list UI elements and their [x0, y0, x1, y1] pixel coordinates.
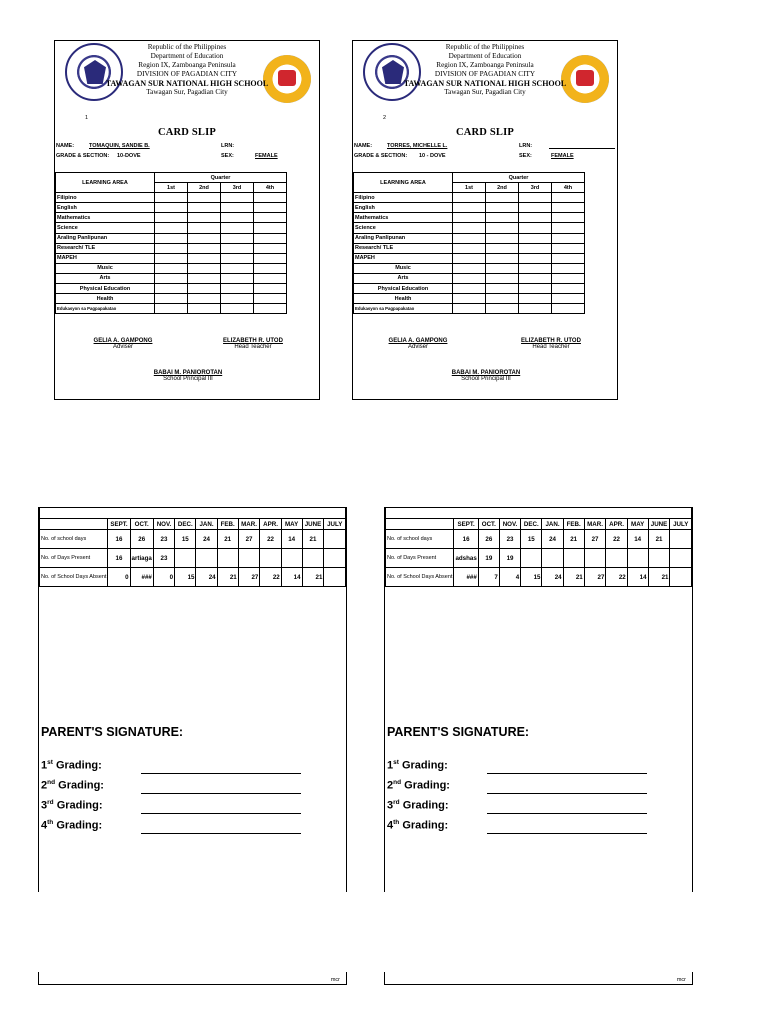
month-header: APR. — [606, 519, 627, 530]
grading-2-label: 2nd Grading: — [387, 779, 450, 792]
school-name: TAWAGAN SUR NATIONAL HIGH SCHOOL — [403, 79, 567, 88]
grade-section-label: GRADE & SECTION: — [354, 153, 408, 159]
student-name: TOMAQUIN, SANDIE B. — [89, 143, 150, 149]
days-absent-row: No. of School Days Absent ### 7 4 15 24 21 27 22 14 21 — [386, 568, 692, 587]
letterhead — [55, 43, 319, 97]
table-row: Music — [56, 263, 287, 273]
month-header: MAY — [281, 519, 302, 530]
footer-mark: mcr — [676, 977, 686, 983]
header-line-3: Region IX, Zamboanga Peninsula — [436, 61, 534, 69]
month-header: NOV. — [153, 519, 174, 530]
slip-number: 2 — [383, 115, 387, 121]
head-teacher-signature — [511, 338, 591, 350]
principal-title: School Principal III — [461, 376, 511, 382]
grading-1-label: 1st Grading: — [41, 759, 102, 772]
quarter-1-header: 1st — [453, 183, 486, 193]
month-header: OCT. — [130, 519, 153, 530]
card-title: CARD SLIP — [157, 127, 217, 138]
footer-bracket-1 — [38, 972, 347, 985]
month-header: MAY — [627, 519, 648, 530]
days-absent-row: No. of School Days Absent 0 ### 0 15 24 21 27 22 14 21 — [40, 568, 346, 587]
grading-2-label: 2nd Grading: — [41, 779, 104, 792]
sex-label: SEX: — [519, 153, 532, 159]
header-line-1: Republic of the Philippines — [445, 43, 525, 51]
table-row: Research/ TLE — [56, 243, 287, 253]
grade-section-value: 10-DOVE — [117, 153, 141, 159]
quarter-4-header: 4th — [254, 183, 287, 193]
month-header: JULY — [670, 519, 692, 530]
parent-signature-title: PARENT'S SIGNATURE: — [387, 725, 530, 739]
principal-signature — [436, 370, 536, 382]
card-slip-2 — [352, 40, 618, 400]
month-header: SEPT. — [108, 519, 130, 530]
grading-4-label: 4th Grading: — [41, 819, 103, 832]
table-row: Physical Education — [56, 284, 287, 294]
quarter-2-header: 2nd — [188, 183, 221, 193]
table-row: Research/ TLE — [354, 243, 585, 253]
table-row: Mathematics — [56, 213, 287, 223]
month-header: MAR. — [238, 519, 260, 530]
sex-label: SEX: — [221, 153, 234, 159]
grading-3-label: 3rd Grading: — [41, 799, 103, 812]
header-line-2: Department of Education — [150, 52, 224, 60]
grade-section-value: 10 - DOVE — [419, 153, 446, 159]
lrn-label: LRN: — [519, 143, 533, 149]
grading-1-label: 1st Grading: — [387, 759, 448, 772]
slip-number: 1 — [85, 115, 89, 121]
adviser-name: GELIA A. GAMPONG — [388, 338, 448, 344]
months-row — [40, 519, 346, 530]
table-row: Filipino — [56, 193, 287, 203]
month-header: JULY — [324, 519, 346, 530]
grading-1-signature-line[interactable] — [141, 773, 301, 774]
head-teacher-name: ELIZABETH R. UTOD — [521, 338, 581, 344]
table-row: Health — [56, 294, 287, 304]
month-header: JUNE — [302, 519, 324, 530]
month-header: FEB. — [563, 519, 584, 530]
quarter-4-header: 4th — [552, 183, 585, 193]
school-address: Tawagan Sur, Pagadian City — [444, 88, 526, 96]
table-row: Edukasyon sa Pagpapakatao — [354, 304, 585, 314]
months-row — [386, 519, 692, 530]
sex-value: FEMALE — [255, 153, 278, 159]
learning-area-header: LEARNING AREA — [56, 173, 155, 193]
attendance-table — [39, 507, 346, 587]
header-line-1: Republic of the Philippines — [147, 43, 227, 51]
table-row: Araling Panlipunan — [354, 233, 585, 243]
grading-3-label: 3rd Grading: — [387, 799, 449, 812]
letterhead — [353, 43, 617, 97]
month-header: SEPT. — [454, 519, 478, 530]
table-row: English — [354, 203, 585, 213]
table-row: Science — [56, 223, 287, 233]
grading-4-label: 4th Grading: — [387, 819, 449, 832]
adviser-name: GELIA A. GAMPONG — [93, 338, 153, 344]
adviser-signature — [83, 338, 163, 350]
quarter-header: Quarter — [155, 173, 287, 183]
table-row: Mathematics — [354, 213, 585, 223]
month-header: APR. — [260, 519, 281, 530]
head-teacher-title: Head Teacher — [234, 344, 272, 350]
school-days-row: No. of school days 16 26 23 15 24 21 27 22 14 21 — [40, 530, 346, 549]
grades-table — [353, 172, 585, 314]
days-present-row: No. of Days Present adshas 19 19 — [386, 549, 692, 568]
principal-name: BABAI M. PANIOROTAN — [153, 370, 223, 376]
table-row: MAPEH — [56, 253, 287, 263]
school-name: TAWAGAN SUR NATIONAL HIGH SCHOOL — [105, 79, 269, 88]
principal-signature — [138, 370, 238, 382]
table-row: Edukasyon sa Pagpapakatao — [56, 304, 287, 314]
table-row: Science — [354, 223, 585, 233]
table-row: Araling Panlipunan — [56, 233, 287, 243]
table-row: Arts — [354, 273, 585, 283]
lrn-line — [549, 148, 615, 149]
adviser-title: Adviser — [407, 344, 428, 350]
table-row: Physical Education — [354, 284, 585, 294]
attendance-panel-1 — [38, 507, 347, 892]
month-header: MAR. — [584, 519, 606, 530]
school-days-row: No. of school days 16 26 23 15 24 21 27 22 14 21 — [386, 530, 692, 549]
grading-3-signature-line[interactable] — [141, 813, 301, 814]
footer-bracket-2 — [384, 972, 693, 985]
grade-section-label: GRADE & SECTION: — [56, 153, 110, 159]
header-line-4: DIVISION OF PAGADIAN CITY — [136, 70, 238, 78]
grading-3-signature-line[interactable] — [487, 813, 647, 814]
grading-1-signature-line[interactable] — [487, 773, 647, 774]
grading-4-signature-line[interactable] — [141, 833, 301, 834]
adviser-signature — [378, 338, 458, 350]
grading-2-signature-line[interactable] — [141, 793, 301, 794]
attendance-panel-2 — [384, 507, 693, 892]
adviser-title: Adviser — [112, 344, 133, 350]
table-row: Filipino — [354, 193, 585, 203]
header-line-2: Department of Education — [448, 52, 522, 60]
card-slip-1 — [54, 40, 320, 400]
card-title: CARD SLIP — [455, 127, 515, 138]
quarter-3-header: 3rd — [519, 183, 552, 193]
school-address: Tawagan Sur, Pagadian City — [146, 88, 228, 96]
days-present-row: No. of Days Present 16 artiaga 23 — [40, 549, 346, 568]
name-label: NAME: — [56, 143, 75, 149]
month-header: JAN. — [196, 519, 217, 530]
grading-2-signature-line[interactable] — [487, 793, 647, 794]
head-teacher-title: Head Teacher — [532, 344, 570, 350]
principal-name: BABAI M. PANIOROTAN — [451, 370, 521, 376]
month-header: OCT. — [478, 519, 499, 530]
attendance-table — [385, 507, 692, 587]
principal-title: School Principal III — [163, 376, 213, 382]
month-header: NOV. — [499, 519, 520, 530]
table-row: Arts — [56, 273, 287, 283]
table-row: Health — [354, 294, 585, 304]
month-header: DEC. — [521, 519, 542, 530]
table-row: English — [56, 203, 287, 213]
month-header: DEC. — [175, 519, 196, 530]
table-row: MAPEH — [354, 253, 585, 263]
lrn-label: LRN: — [221, 143, 235, 149]
parent-signature-title: PARENT'S SIGNATURE: — [41, 725, 184, 739]
sex-value: FEMALE — [551, 153, 574, 159]
student-name: TORRES, MICHELLE L. — [387, 143, 448, 149]
table-row: Music — [354, 263, 585, 273]
name-label: NAME: — [354, 143, 373, 149]
head-teacher-name: ELIZABETH R. UTOD — [223, 338, 283, 344]
header-line-3: Region IX, Zamboanga Peninsula — [138, 61, 236, 69]
quarter-2-header: 2nd — [486, 183, 519, 193]
grading-4-signature-line[interactable] — [487, 833, 647, 834]
quarter-header: Quarter — [453, 173, 585, 183]
quarter-3-header: 3rd — [221, 183, 254, 193]
quarter-1-header: 1st — [155, 183, 188, 193]
learning-area-header: LEARNING AREA — [354, 173, 453, 193]
grades-table — [55, 172, 287, 314]
footer-mark: mcr — [330, 977, 340, 983]
month-header: JUNE — [648, 519, 670, 530]
month-header: JAN. — [542, 519, 563, 530]
header-line-4: DIVISION OF PAGADIAN CITY — [434, 70, 536, 78]
month-header: FEB. — [217, 519, 238, 530]
head-teacher-signature — [213, 338, 293, 350]
